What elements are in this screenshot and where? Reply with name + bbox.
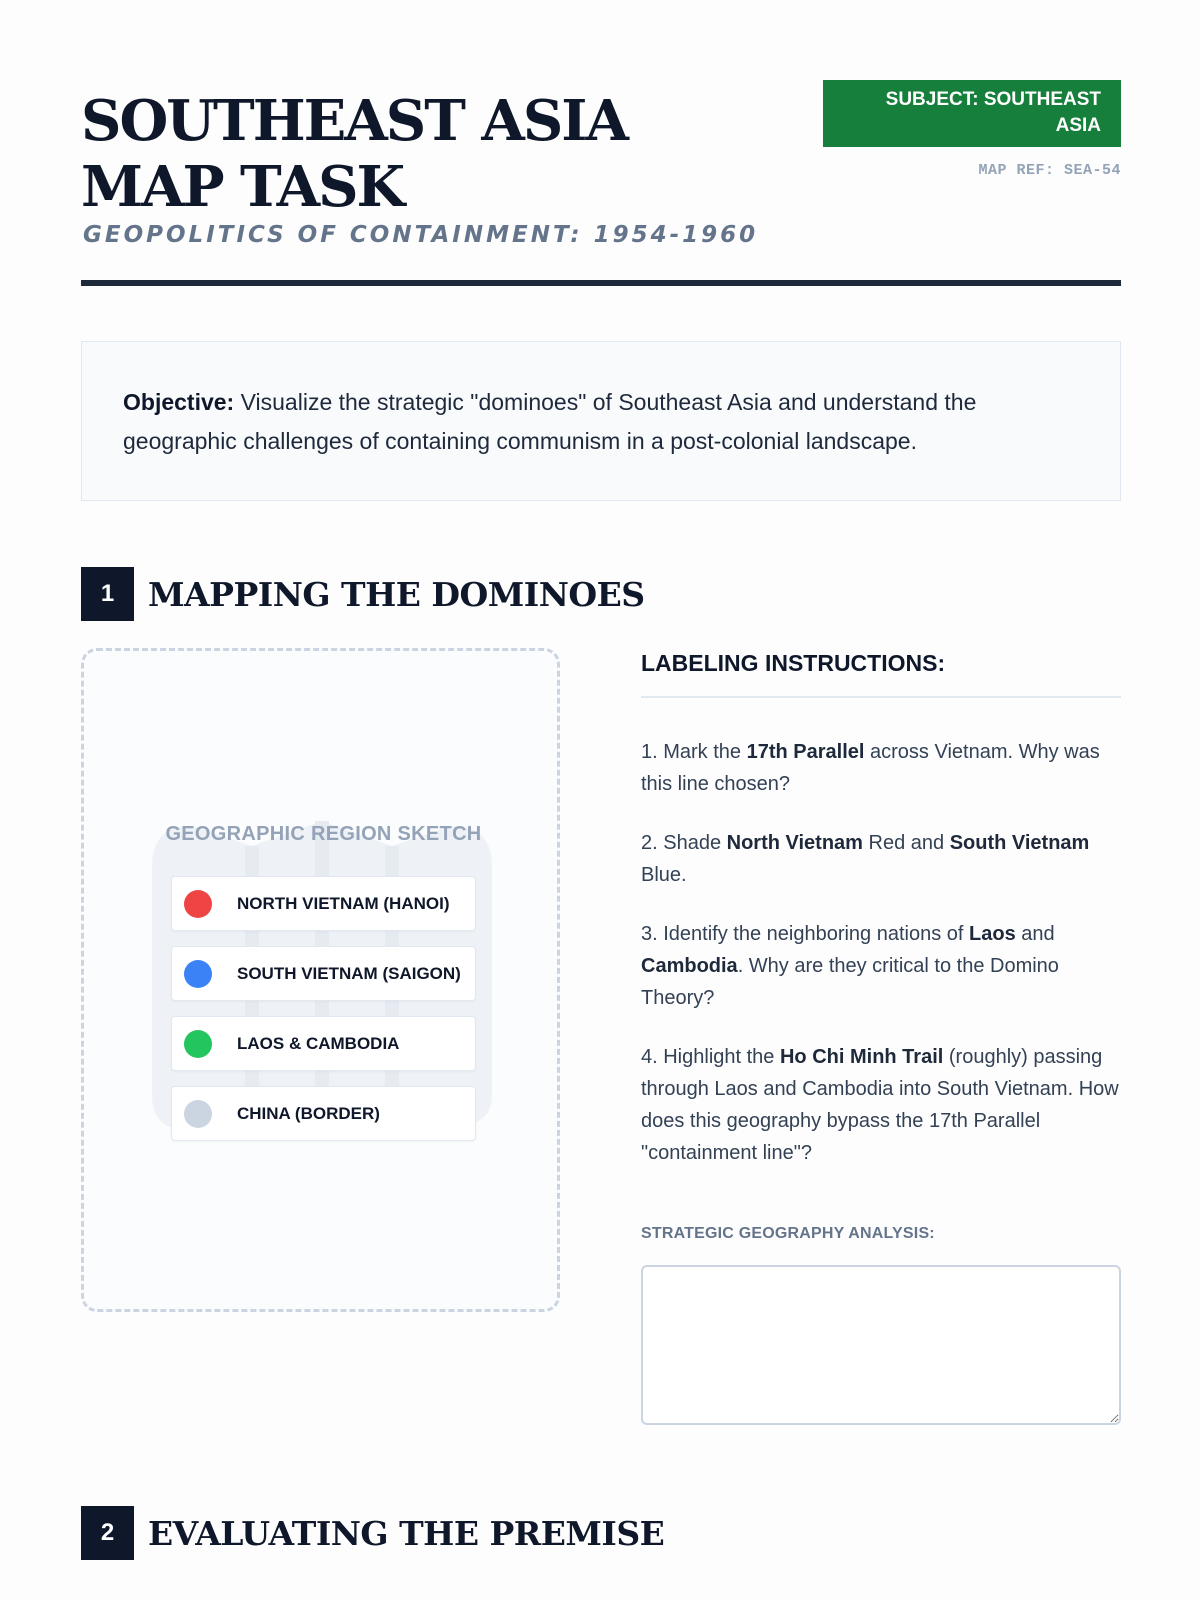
header-divider: [81, 280, 1121, 286]
section-title: EVALUATING THE PREMISE: [148, 1513, 665, 1553]
subject-badge: SUBJECT: SOUTHEAST ASIA: [823, 80, 1121, 147]
color-dot-icon: [184, 1030, 212, 1058]
objective-label: Objective:: [123, 389, 235, 415]
instruction-item: 1. Mark the 17th Parallel across Vietnam. Why was this line chosen?: [641, 741, 1100, 795]
section-1-heading: [81, 567, 645, 621]
instruction-item: 2. Shade North Vietnam Red and South Vietnam Blue.: [641, 832, 1090, 886]
legend-item-south-vietnam: [171, 946, 476, 1001]
map-sketch-area[interactable]: [81, 648, 560, 1312]
section-number: 2: [81, 1506, 134, 1560]
instructions-divider: [641, 696, 1121, 698]
instruction-item: 3. Identify the neighboring nations of Laos and Cambodia. Why are they critical to the Domino Theory?: [641, 923, 1059, 1009]
sketch-title: GEOGRAPHIC REGION SKETCH: [165, 823, 482, 845]
objective-text: Visualize the strategic "dominoes" of Southeast Asia and understand the geographic challenges of containing communism in a post-colonial landscape.: [123, 389, 977, 454]
instructions-heading: LABELING INSTRUCTIONS:: [641, 650, 946, 676]
section-title: MAPPING THE DOMINOES: [148, 574, 645, 614]
legend-item-china: [171, 1086, 476, 1141]
section-2-heading: [81, 1506, 664, 1560]
analysis-answer-field[interactable]: [641, 1265, 1121, 1425]
legend-item-laos-cambodia: [171, 1016, 476, 1071]
color-dot-icon: [184, 1100, 212, 1128]
map-reference: MAP REF: SEA-54: [978, 162, 1121, 179]
instructions-list: [641, 736, 1121, 1169]
color-dot-icon: [184, 960, 212, 988]
analysis-label: STRATEGIC GEOGRAPHY ANALYSIS:: [641, 1225, 935, 1242]
page-title: SOUTHEAST ASIA MAP TASK: [81, 88, 627, 220]
legend-label: SOUTH VIETNAM (SAIGON): [237, 963, 461, 983]
section-number: 1: [81, 567, 134, 621]
worksheet-header: [81, 80, 1121, 288]
objective-box: [81, 341, 1121, 501]
legend-label: CHINA (BORDER): [237, 1103, 380, 1123]
labeling-instructions: [641, 648, 1121, 1196]
color-dot-icon: [184, 890, 212, 918]
map-legend: [171, 876, 476, 1156]
page-subtitle: GEOPOLITICS OF CONTAINMENT: 1954-1960: [83, 222, 759, 248]
legend-label: NORTH VIETNAM (HANOI): [237, 893, 450, 913]
legend-label: LAOS & CAMBODIA: [237, 1033, 400, 1053]
legend-item-north-vietnam: [171, 876, 476, 931]
instruction-item: 4. Highlight the Ho Chi Minh Trail (roughly) passing through Laos and Cambodia into South Vietnam. How does this geography bypass the 17th Parallel "containment line"?: [641, 1046, 1119, 1164]
